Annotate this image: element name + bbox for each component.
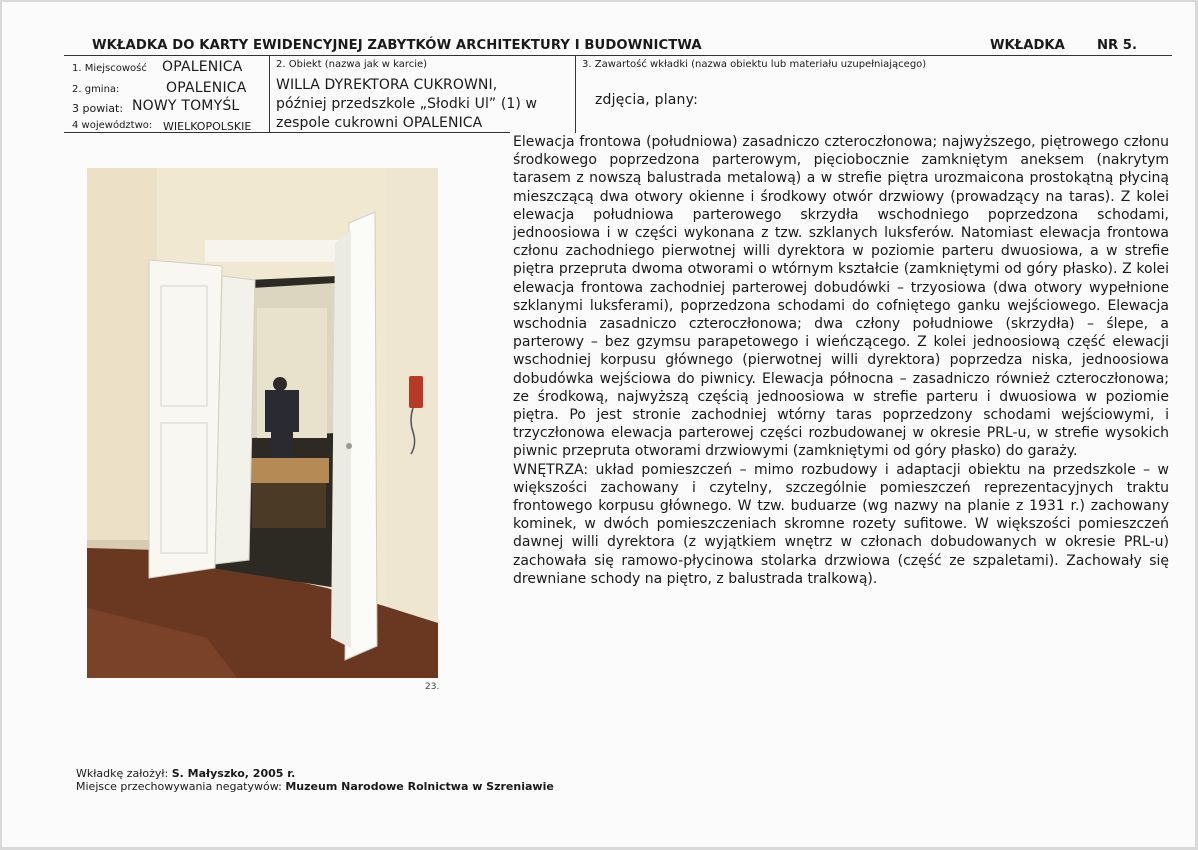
storage-label: Miejsce przechowywania negatywów: [76, 780, 282, 793]
founder-value: S. Małyszko, 2005 r. [171, 767, 296, 780]
content-value: zdjęcia, plany: [595, 92, 699, 108]
wojewodztwo-value: WIELKOPOLSKIE [163, 120, 252, 133]
founder-line [76, 767, 295, 780]
powiat-value: NOWY TOMYŚL [132, 98, 240, 114]
object-label: 2. Obiekt (nazwa jak w karcie) [276, 59, 428, 70]
miejscowosc-value: OPALENICA [162, 59, 243, 75]
founder-label: Wkładkę założył: [76, 767, 169, 780]
photo-number: 23. [425, 682, 440, 692]
storage-value: Muzeum Narodowe Rolnictwa w Szreniawie [285, 780, 554, 793]
column-divider-2 [575, 56, 576, 133]
table-bottom-rule [64, 132, 510, 133]
document-title: WKŁADKA DO KARTY EWIDENCYJNEJ ZABYTKÓW ARCHITEKTURY I BUDOWNICTWA [92, 38, 702, 53]
column-divider-1 [269, 56, 270, 133]
insert-label: WKŁADKA [990, 38, 1065, 53]
insert-number: NR 5. [1097, 38, 1137, 53]
document-sheet [2, 2, 1195, 847]
description-text: Elewacja frontowa (południowa) zasadniczo czteroczłonowa; najwyższego, piętrowego członu środkowego poprzedzona parterowym, pięciobocznie zamkniętym aneksem (nakrytym tarasem z nowszą balustrada metalową) a w strefie piętra urozmaicona prostokątną płyciną mieszczącą dwa otwory okienne i środkowy otwór drzwiowy (prowadzący na taras). Z kolei elewacja południowa parterowego skrzydła wschodniego poprzedzona schodami, jednoosiowa i w części wykonana z tzw. szklanych luksferów. Natomiast elewacja frontowa członu zachodniego pierwotnej willi dyrektora w poziomie parteru dwuosiowa, a w strefie piętra przepruta dwoma otworami o wtórnym kształcie (zamkniętymi od góry płasko). Z kolei elewacja frontowa zachodniej parterowej dobudówki – trzyosiowa (dwa otwory wypełnione szklanymi luksferami), poprzedzona schodami do cofniętego ganku wejściowego. Elewacja wschodnia zasadniczo czteroczłonowa; dwa człony południowe (skrzydła) – ślepe, a parterowy – bez gzymsu parapetowego i wieńczącego. Z kolei jednoosiową część elewacji wschodniej korpusu głównego (pierwotnej willi dyrektora) poprzedza niska, jednoosiowa dobudówka wejściowa do piwnicy. Elewacja północna – zasadniczo również czteroczłonowa; ze środkową, najwyższą częścią jednoosiowa w strefie parteru i dwuosiowa w poziomie piętra. Po jest stronie zachodniej wtórny taras poprzedzony schodami wejściowymi, i trzyczłonowa elewacja parterowej części rozbudowanej w okresie PRL-u, w strefie wysokich piwnic przepruta otworami drzwiowymi (zamkniętymi od góry płasko) do garaży. WNĘTRZA: układ pomieszczeń – mimo rozbudowy i adaptacji obiektu na przedszkole – w większości zachowany i czytelny, szczególnie pomieszczeń reprezentacyjnych traktu frontowego korpusu głównego. W tzw. buduarze (wg nazwy na planie z 1931 r.) zachowany kominek, w dwóch pomieszczeniach skromne rozety sufitowe. W większości pomieszczeń dawnej willi dyrektora (z wyjątkiem wnętrz w członach dobudowanych w okresie PRL-u) zachowała się ramowo-płycinowa stolarka drzwiowa (część ze szpaletami). Zachowały się drewniane schody na piętro, z balustrada tralkową). [513, 134, 1169, 587]
object-name-line-1: WILLA DYREKTORA CUKROWNI, [276, 77, 498, 93]
object-name-line-3: zespole cukrowni OPALENICA [276, 115, 483, 131]
storage-line [76, 780, 554, 793]
wojewodztwo-label: 4 województwo: [72, 120, 153, 131]
powiat-label: 3 powiat: [72, 102, 124, 115]
content-label: 3. Zawartość wkładki (nazwa obiektu lub materiału uzupełniającego) [582, 59, 927, 70]
header-rule [64, 55, 1172, 56]
gmina-value: OPALENICA [166, 80, 247, 96]
interior-photo [87, 168, 438, 678]
gmina-label: 2. gmina: [72, 84, 120, 95]
interior-photo-drawing [87, 168, 438, 678]
miejscowosc-label: 1. Miejscowość [72, 63, 147, 74]
object-name-line-2: później przedszkole „Słodki Ul” (1) w [276, 96, 538, 112]
